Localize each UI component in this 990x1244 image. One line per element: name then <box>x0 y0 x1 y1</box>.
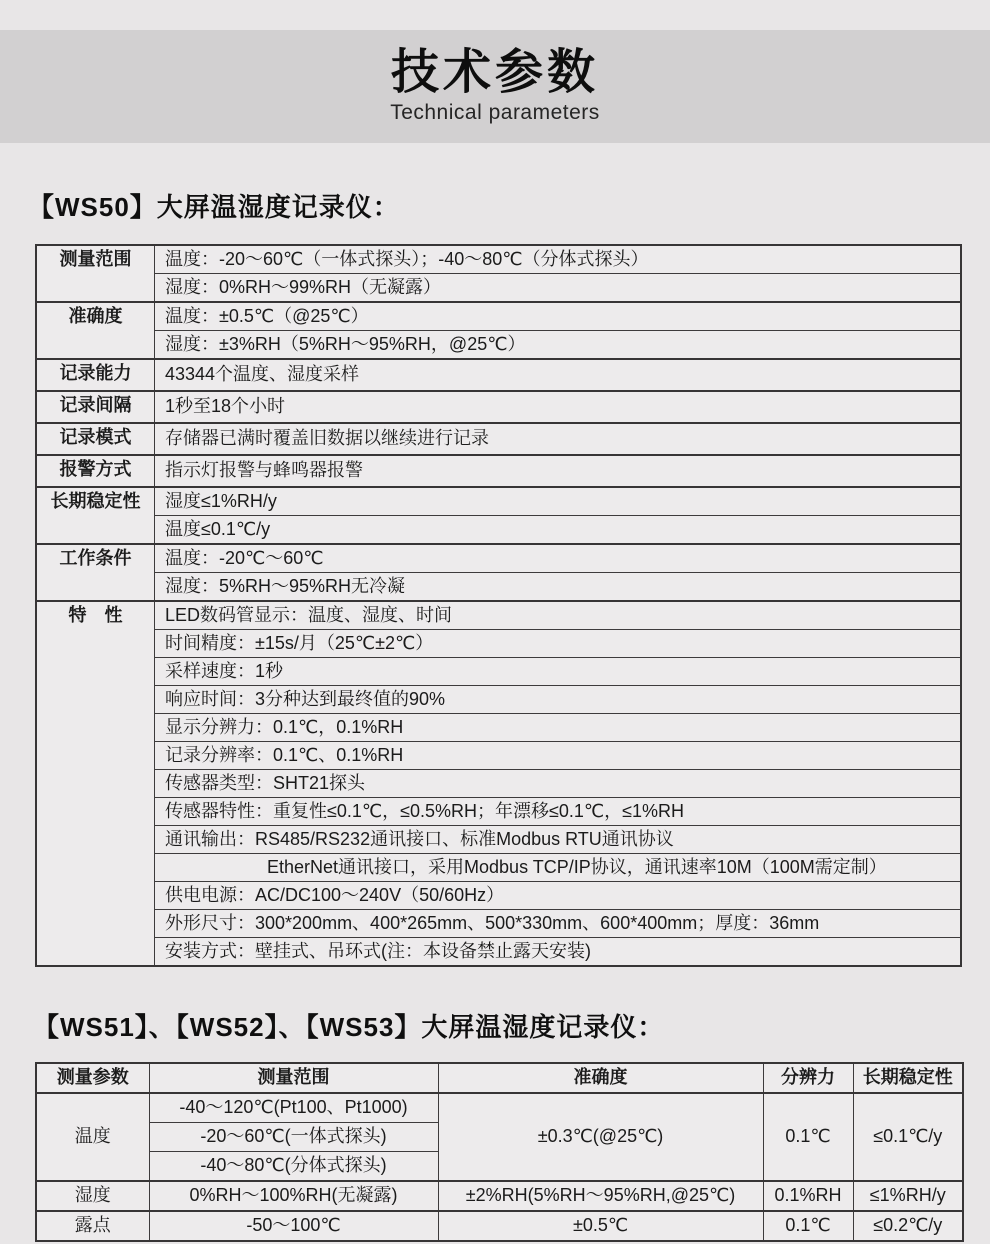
table-row <box>36 601 961 630</box>
table-row <box>36 331 961 360</box>
spec-label-cell: 工作条件 <box>36 544 155 601</box>
table-row <box>36 302 961 331</box>
page <box>0 30 990 1242</box>
stability-cell: ≤0.1℃/y <box>853 1093 963 1181</box>
spec-value-cell: EtherNet通讯接口，采用Modbus TCP/IP协议，通讯速率10M（100M需定制） <box>155 854 962 882</box>
table-row <box>36 544 961 573</box>
table-row <box>36 686 961 714</box>
header-cell: 长期稳定性 <box>853 1063 963 1093</box>
spec-label-cell: 测量范围 <box>36 245 155 302</box>
page-subtitle: Technical parameters <box>390 101 600 125</box>
spec-value-cell: 记录分辨率：0.1℃、0.1%RH <box>155 742 962 770</box>
table-row <box>36 938 961 967</box>
table-row <box>36 826 961 854</box>
accuracy-cell: ±2%RH(5%RH～95%RH,@25℃) <box>438 1181 763 1211</box>
spec-value-cell: 温度：±0.5℃（@25℃） <box>155 302 962 331</box>
spec-label-cell: 记录间隔 <box>36 391 155 423</box>
table-row <box>36 1181 963 1211</box>
spec-value-cell: 安装方式：壁挂式、吊环式(注：本设备禁止露天安装) <box>155 938 962 967</box>
table-row <box>36 882 961 910</box>
spec-value-cell: 湿度≤1%RH/y <box>155 487 962 516</box>
spec-value-cell: LED数码管显示：温度、湿度、时间 <box>155 601 962 630</box>
table-row <box>36 630 961 658</box>
table-row <box>36 1093 963 1123</box>
spec-value-cell: 43344个温度、湿度采样 <box>155 359 962 391</box>
accuracy-cell: ±0.5℃ <box>438 1211 763 1241</box>
table-row <box>36 742 961 770</box>
table-row <box>36 770 961 798</box>
spec-value-cell: 通讯输出：RS485/RS232通讯接口、标准Modbus RTU通讯协议 <box>155 826 962 854</box>
ws51-53-spec-table <box>35 1062 964 1242</box>
spec-value-cell: 时间精度：±15s/月（25℃±2℃） <box>155 630 962 658</box>
page-title: 技术参数 <box>390 45 599 99</box>
spec-value-cell: 采样速度：1秒 <box>155 658 962 686</box>
table-row <box>36 516 961 545</box>
spec-label-cell: 记录能力 <box>36 359 155 391</box>
table-row <box>36 423 961 455</box>
header-cell: 测量范围 <box>149 1063 438 1093</box>
resolution-cell: 0.1℃ <box>763 1093 853 1181</box>
param-cell: 露点 <box>36 1211 149 1241</box>
spec-label-cell: 记录模式 <box>36 423 155 455</box>
spec-label-cell: 长期稳定性 <box>36 487 155 544</box>
section-heading-ws50: 【WS50】大屏温湿度记录仪： <box>28 192 400 222</box>
resolution-cell: 0.1%RH <box>763 1181 853 1211</box>
param-cell: 温度 <box>36 1093 149 1181</box>
ws50-spec-table <box>35 244 962 967</box>
param-cell: 湿度 <box>36 1181 149 1211</box>
spec-value-cell: 湿度：0%RH～99%RH（无凝露） <box>155 274 962 303</box>
header-cell: 准确度 <box>438 1063 763 1093</box>
table-row <box>36 714 961 742</box>
table-row <box>36 658 961 686</box>
stability-cell: ≤1%RH/y <box>853 1181 963 1211</box>
spec-value-cell: 传感器类型：SHT21探头 <box>155 770 962 798</box>
spec-label-cell: 特 性 <box>36 601 155 966</box>
header-cell: 测量参数 <box>36 1063 149 1093</box>
table-row <box>36 573 961 602</box>
table-row <box>36 910 961 938</box>
spec-value-cell: 湿度：5%RH～95%RH无冷凝 <box>155 573 962 602</box>
range-cell: -40～120℃(Pt100、Pt1000) <box>149 1093 438 1123</box>
range-cell: -20～60℃(一体式探头) <box>149 1123 438 1152</box>
header-row <box>36 1063 963 1093</box>
spec-value-cell: 温度≤0.1℃/y <box>155 516 962 545</box>
section-heading-ws51-52-53: 【WS51】、【WS52】、【WS53】大屏温湿度记录仪： <box>33 1012 665 1042</box>
spec-value-cell: 响应时间：3分种达到最终值的90% <box>155 686 962 714</box>
range-cell: -40～80℃(分体式探头) <box>149 1152 438 1182</box>
stability-cell: ≤0.2℃/y <box>853 1211 963 1241</box>
spec-label-cell: 报警方式 <box>36 455 155 487</box>
spec-value-cell: 外形尺寸：300*200mm、400*265mm、500*330mm、600*400mm；厚度：36mm <box>155 910 962 938</box>
accuracy-cell: ±0.3℃(@25℃) <box>438 1093 763 1181</box>
table-header <box>36 1063 963 1093</box>
title-banner <box>0 30 990 143</box>
table-row <box>36 391 961 423</box>
spec-value-cell: 存储器已满时覆盖旧数据以继续进行记录 <box>155 423 962 455</box>
table-row <box>36 1211 963 1241</box>
resolution-cell: 0.1℃ <box>763 1211 853 1241</box>
table-row <box>36 455 961 487</box>
table-row <box>36 798 961 826</box>
table-row <box>36 245 961 274</box>
table-row <box>36 274 961 303</box>
spec-value-cell: 1秒至18个小时 <box>155 391 962 423</box>
table-row <box>36 359 961 391</box>
spec-value-cell: 供电电源：AC/DC100～240V（50/60Hz） <box>155 882 962 910</box>
spec-value-cell: 湿度：±3%RH（5%RH～95%RH，@25℃） <box>155 331 962 360</box>
range-cell: -50～100℃ <box>149 1211 438 1241</box>
table-row <box>36 854 961 882</box>
spec-label-cell: 准确度 <box>36 302 155 359</box>
spec-value-cell: 传感器特性：重复性≤0.1℃，≤0.5%RH；年漂移≤0.1℃，≤1%RH <box>155 798 962 826</box>
spec-value-cell: 显示分辨力：0.1℃，0.1%RH <box>155 714 962 742</box>
spec-value-cell: 温度：-20～60℃（一体式探头）；-40～80℃（分体式探头） <box>155 245 962 274</box>
spec-value-cell: 温度：-20℃～60℃ <box>155 544 962 573</box>
table-body <box>36 1093 963 1241</box>
header-cell: 分辨力 <box>763 1063 853 1093</box>
range-cell: 0%RH～100%RH(无凝露) <box>149 1181 438 1211</box>
spec-value-cell: 指示灯报警与蜂鸣器报警 <box>155 455 962 487</box>
table-row <box>36 487 961 516</box>
